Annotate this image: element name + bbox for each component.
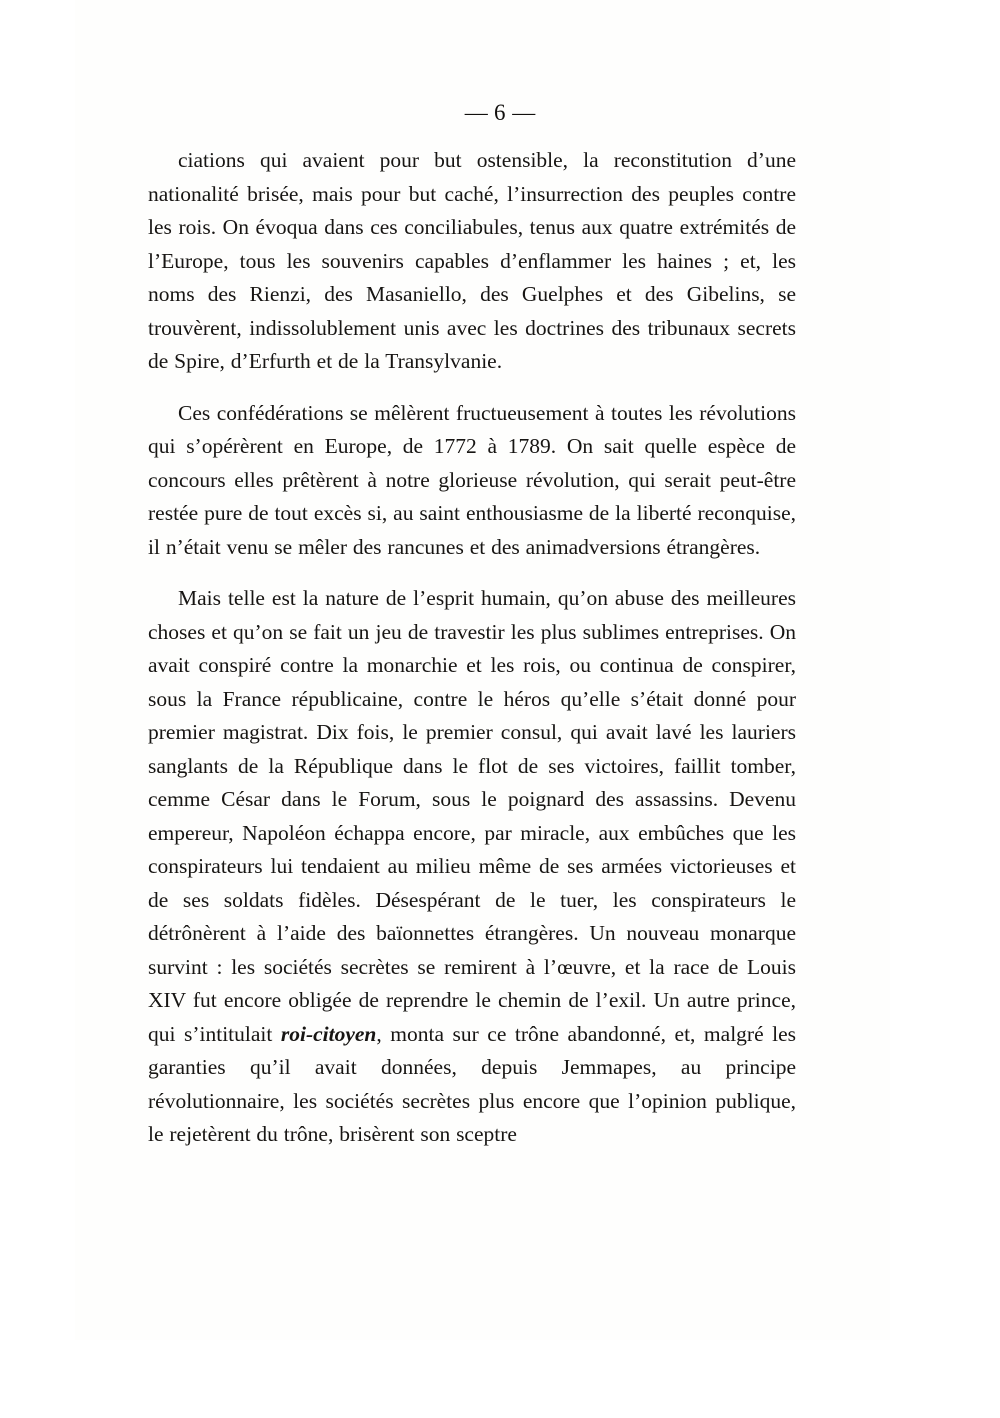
italic-term-roi-citoyen: roi-citoyen xyxy=(280,1021,377,1046)
paragraph-confederations: Ces confédérations se mêlèrent fructueusement à toutes les révolutions qui s’opérèrent en Europe, de 1772 à 1789. On sait quelle espèce de concours elles prêtèrent à notre glorieuse révolution, qui serait peut-être restée pure de tout excès si, au saint enthousiasme de la liberté reconquise, il n’était venu se mêler des rancunes et des animadversions étrangères. xyxy=(148,400,796,559)
folio-dash-right: — xyxy=(512,100,536,125)
paragraph-text-before-italic: Mais telle est la nature de l’esprit humain, qu’on abuse des meilleures choses et qu’on se fait un jeu de travestir les plus sublimes entreprises. On avait conspiré contre la monarchie et les rois, ou continua de conspirer, sous la France républicaine, contre le héros qu’elle s’était donné pour premier magistrat. Dix fois, le premier consul, qui avait lavé les lauriers sanglants de la République dans le flot de ses victoires, faillit tomber, cemme César dans le Forum, sous le poignard des assassins. Devenu empereur, Napoléon échappa encore, par miracle, aux embûches que les conspirateurs lui tendaient au milieu même de ses armées victorieuses et de ses soldats fidèles. Désespérant de le tuer, les conspirateurs le détrônèrent à l’aide des baïonnettes étrangères. Un nouveau monarque survint : les sociétés secrètes se remirent à l’œuvre, et la race de Louis XIV fut encore obligée de reprendre le chemin de l’exil. Un autre prince, qui s’intitulait xyxy=(148,586,796,1046)
page-folio xyxy=(0,100,1000,126)
paragraph-continued: ciations qui avaient pour but ostensible, la reconstitution d’une nationalité brisée, mais pour but caché, l’insurrection des peuples contre les rois. On évoqua dans ces conciliabules, tenus aux quatre extrémités de l’Europe, tous les souvenirs capables d’enflammer les haines ; et, les noms des Rienzi, des Masaniello, des Guelphes et des Gibelins, se trouvèrent, indissolublement unis avec les doctrines des tribunaux secrets de Spire, d’Erfurth et de la Transylvanie. xyxy=(148,148,796,373)
paragraph-text-after-italic: , monta sur ce trône abandonné, et, malgré les garanties qu’il avait données, depuis Jemmapes, au principe révolutionnaire, les sociétés secrètes plus encore que l’opinion publique, le rejetèrent du trône, brisèrent son sceptre xyxy=(148,1021,797,1146)
paragraph-esprit-humain xyxy=(148,582,796,1152)
folio-dash-left: — xyxy=(464,100,488,125)
folio-number: 6 xyxy=(494,100,506,125)
text-block xyxy=(148,144,796,1152)
